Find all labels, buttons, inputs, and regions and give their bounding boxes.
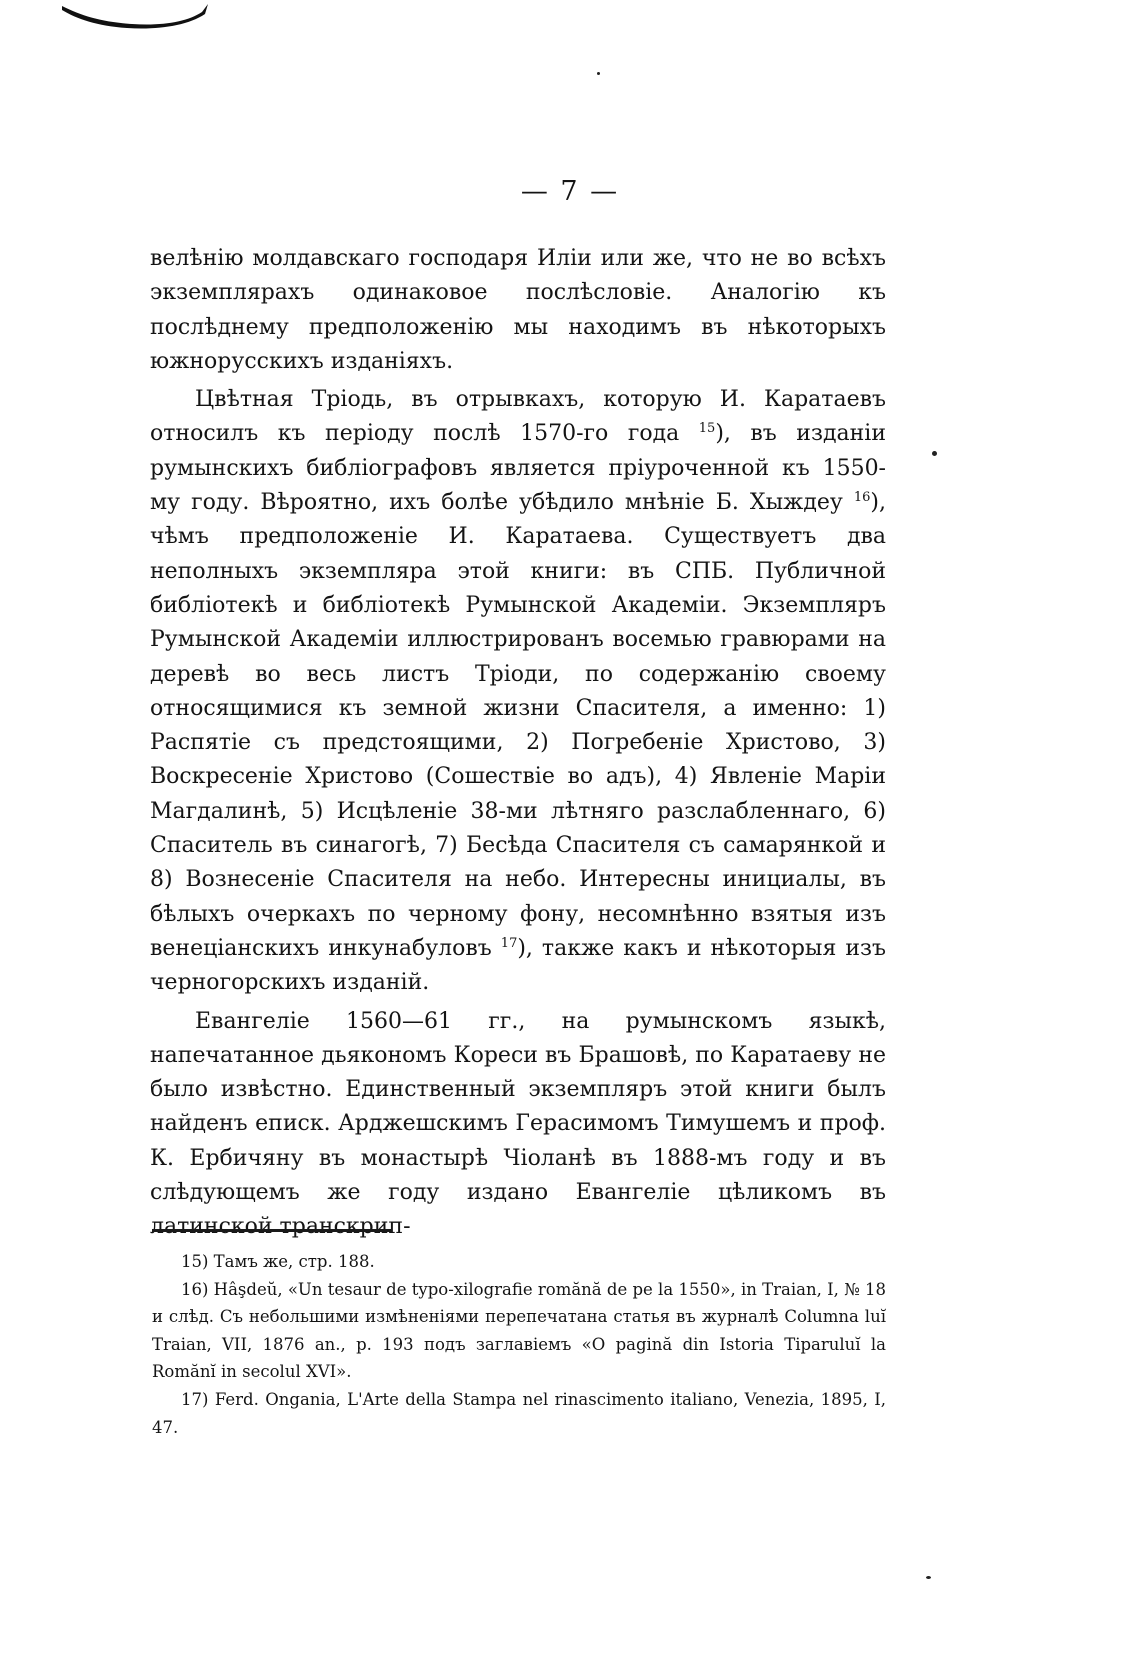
ink-smudge-mark [62, 4, 212, 32]
text-run: ), также какъ и нѣкоторыя изъ черногорскихъ изданій. [150, 935, 886, 996]
footnote-15: 15) Тамъ же, стр. 188. [181, 1252, 375, 1271]
paragraph-triod [150, 383, 886, 1000]
footnote-ref-17: 17 [500, 935, 518, 951]
paragraph-continuation [150, 242, 886, 379]
page-number: — 7 — [520, 176, 620, 207]
footnote-16: 16) Hâşdeŭ, «Un tesaur de typo-xilografie romănă de pe la 1550», in Traian, I, № 18 и слѣд. Съ небольшими измѣненіями перепечатана статья въ журналѣ Columna luĭ Traian, VII, 1876 an., p. 193 подъ заглавіемъ «O pagină din Istoria Tiparuluĭ la Romănĭ in secolul XVI». [152, 1279, 886, 1382]
footnote-ref-16: 16 [853, 490, 871, 506]
main-text [150, 242, 886, 1249]
text-run: ), въ изданіи румынскихъ библіографовъ является пріуроченной къ 1550-му году. Вѣроятно, ихъ болѣе убѣдило мнѣніе Б. Хыждеу [150, 421, 886, 516]
footnote-divider [152, 1229, 392, 1232]
paragraph-gospel [150, 1005, 886, 1245]
text-run: ), чѣмъ предположеніе И. Каратаева. Существуетъ два неполныхъ экземпляра этой книги: въ СПБ. Публичной библіотекѣ и библіотекѣ Румынской Академіи. Экземпляръ Румынской Академіи иллюстрированъ восемью гравюрами на деревѣ во весь листъ Тріоди, по содержанію своему относящимися къ земной жизни Спасителя, а именно: 1) Распятіе съ предстоящими, 2) Погребеніе Христово, 3) Воскресеніе Христово (Сошествіе во адъ), 4) Явленіе Маріи Магдалинѣ, 5) Исцѣленіе 38-ми лѣтняго разслабленнаго, 6) Спаситель въ синагогѣ, 7) Бесѣда Спасителя съ самарянкой и 8) Вознесеніе Спасителя на небо. Интересны инициалы, въ бѣлыхъ очеркахъ по черному фону, несомнѣнно взятыя изъ венеціанскихъ инкунабуловъ [150, 490, 886, 961]
ink-speck [926, 1576, 931, 1579]
text-run: Цвѣтная Тріодь, въ отрывкахъ, которую И. Каратаевъ относилъ къ періоду послѣ 1570-го года [150, 387, 886, 447]
ink-speck [932, 451, 937, 456]
footnotes [152, 1248, 886, 1441]
ink-speck [597, 72, 600, 75]
footnote-17: 17) Ferd. Ongania, L'Arte della Stampa nel rinascimento italiano, Venezia, 1895, I, 47. [152, 1389, 886, 1437]
footnote-ref-15: 15 [698, 421, 716, 437]
text-run: велѣнію молдавскаго господаря Иліи или же, что не во всѣхъ экземплярахъ одинаковое послѣсловіе. Аналогію къ послѣднему предположенію мы находимъ въ нѣкоторыхъ южнорусскихъ изданіяхъ. [150, 246, 886, 374]
text-run: Евангеліе 1560—61 гг., на румынскомъ языкѣ, напечатанное дьякономъ Кореси въ Брашовѣ, по Каратаеву не было извѣстно. Единственный экземпляръ этой книги былъ найденъ еписк. Арджешскимъ Герасимомъ Тимушемъ и проф. К. Ербичяну въ монастырѣ Чіоланѣ въ 1888-мъ году и въ слѣдующемъ же году издано Евангеліе цѣликомъ въ латинской транскрип- [150, 1008, 886, 1240]
